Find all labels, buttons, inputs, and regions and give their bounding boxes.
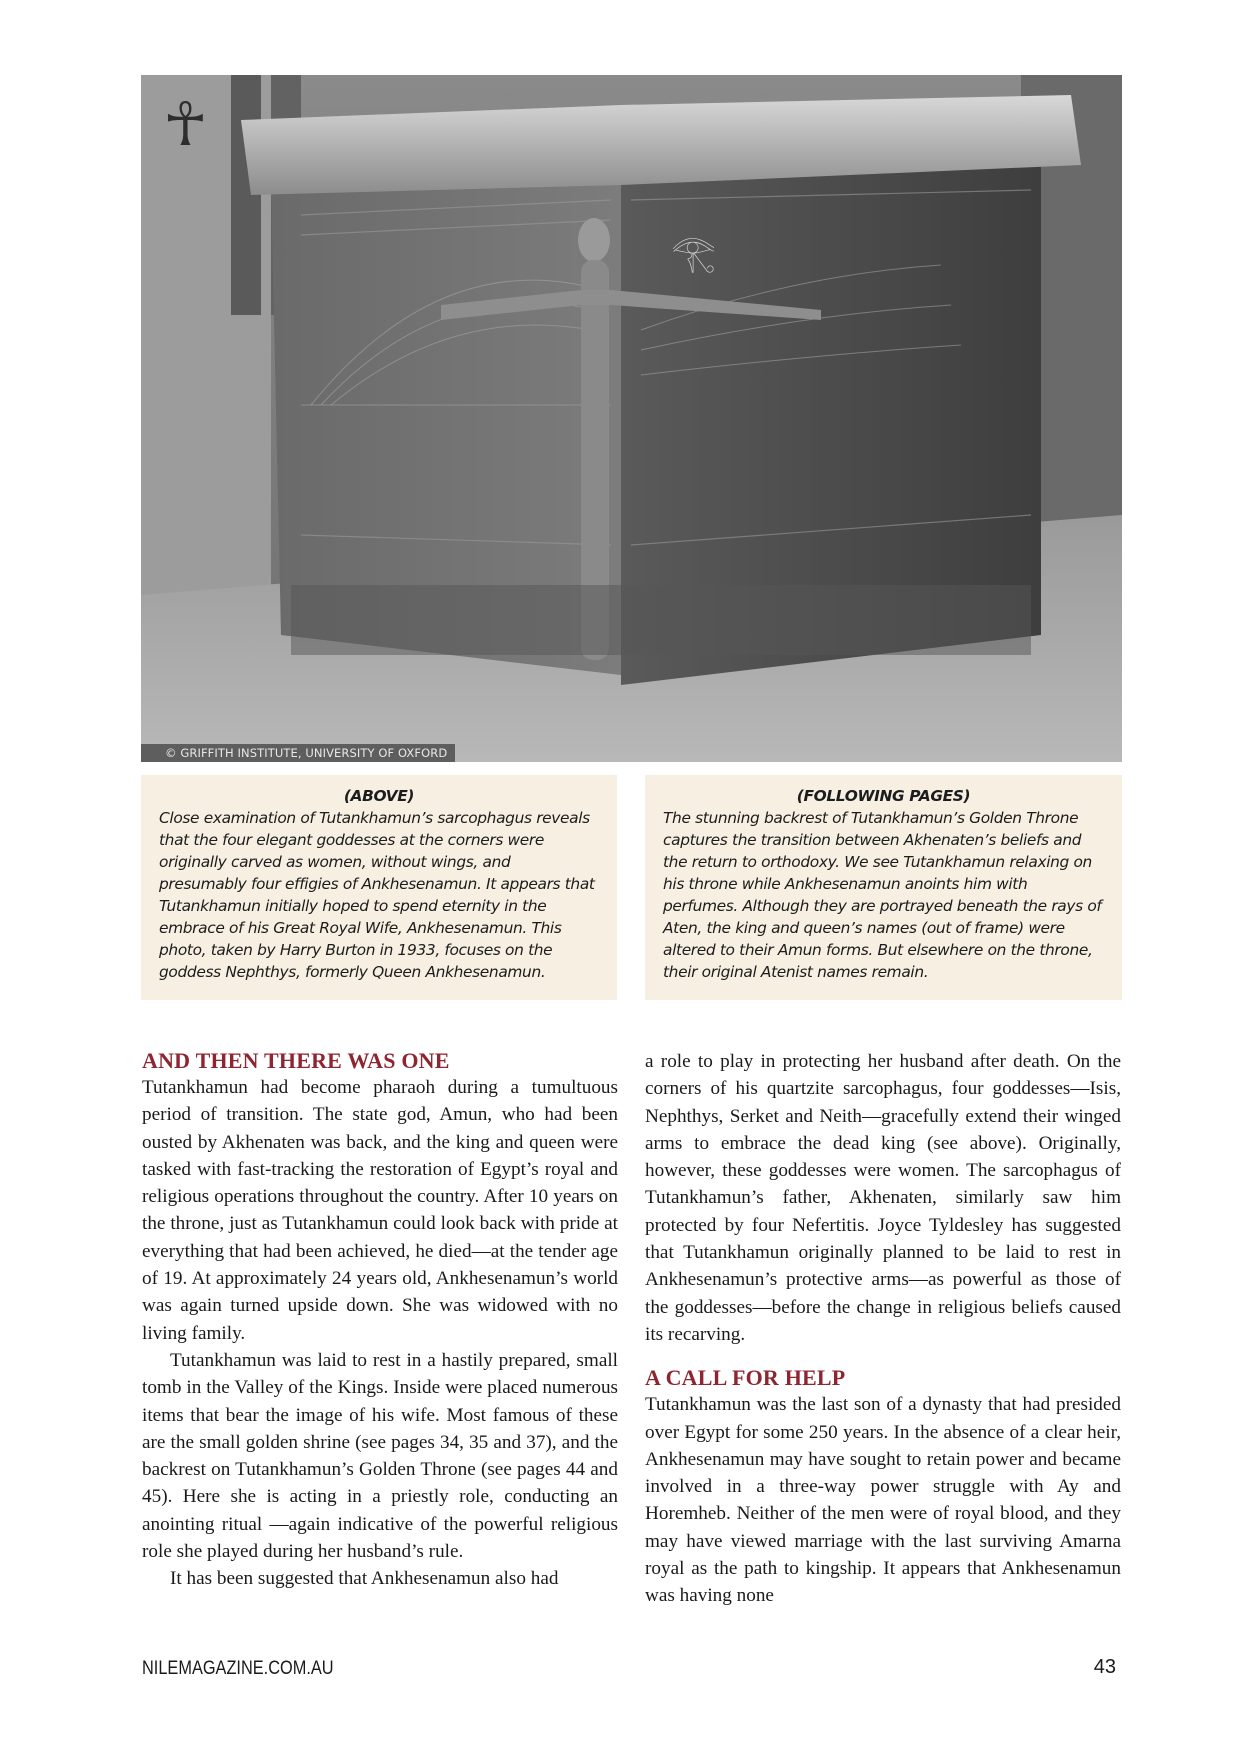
photo-credit: © GRIFFITH INSTITUTE, UNIVERSITY OF OXFORD [141,744,455,762]
body-paragraph: It has been suggested that Ankhesenamun also had [170,1568,559,1590]
body-paragraph: Tutankhamun was the last son of a dynasty that had presided over Egypt for some 250 years. In the absence of a clear heir, Ankhesenamun may have sought to retain power and became involved in a three-way power struggle with Ay and Horemheb. Neither of the men were of royal blood, and they may have viewed marriage with the last surviving Amarna royal as the path to kingship. It appears that Ankhesenamun was having none [645,1394,1121,1607]
body-paragraph: a role to play in protecting her husband after death. On the corners of his quartzite sarcophagus, four goddesses—Isis, Nephthys, Serket and Neith—gracefully extend their winged arms to embrace the dead king (see above). Originally, however, these goddesses were women. The sarcophagus of Tutankhamun’s father, Akhenaten, similarly saw him protected by four Nefertitis. Joyce Tyldesley has suggested that Tutankhamun originally planned to be laid to rest in Ankhesenamun’s protective arms—as powerful as those of the goddesses—before the change in religious beliefs caused its recarving. [645,1051,1121,1345]
svg-text:☥: ☥ [163,90,208,160]
caption-title: (ABOVE) [343,787,415,805]
footer-site-link[interactable]: NILEMAGAZINE.COM.AU [142,1658,334,1679]
body-paragraph: Tutankhamun was laid to rest in a hastily prepared, small tomb in the Valley of the Kings. Inside were placed numerous items that bear the image of his wife. Most famous of these are the small golden shrine (see pages 34, 35 and 37), and the backrest on Tutankhamun’s Golden Throne (see pages 44 and 45). Here she is acting in a priestly role, conducting an anointing ritual —again indicative of the powerful religious role she played during her husband’s rule. [142,1349,618,1563]
caption-title: (FOLLOWING PAGES) [796,787,971,805]
sarcophagus-photo [141,75,1122,762]
caption-text: Close examination of Tutankhamun’s sarcophagus reveals that the four elegant goddesses at the corners were originally carved as women, without wings, and presumably four effigies of Ankhesenamun. It appears that Tutankhamun initially hoped to spend eternity in the embrace of his Great Royal Wife, Ankhesenamun. This photo, taken by Harry Burton in 1933, focuses on the goddess Nephthys, formerly Queen Ankhesenamun. [159,809,595,981]
section-heading: A CALL FOR HELP [645,1365,846,1391]
body-paragraph: Tutankhamun had become pharaoh during a tumultuous period of transition. The state god, Amun, who had been ousted by Akhenaten was back, and the king and queen were tasked with fast-tracking the restoration of Egypt’s royal and religious operations throughout the country. After 10 years on the throne, just as Tutankhamun could look back with pride at everything that had been achieved, he died—at the tender age of 19. At approximately 24 years old, Ankhesenamun’s world was again turned upside down. She was widowed with no living family. [142,1077,618,1344]
article-column-left [142,1048,618,1593]
article-column-right [645,1048,1121,1610]
caption-following-pages [645,775,1122,1000]
sarcophagus-illustration [141,75,1122,762]
caption-text: The stunning backrest of Tutankhamun’s Golden Throne captures the transition between Akhenaten’s beliefs and the return to orthodoxy. We see Tutankhamun relaxing on his throne while Ankhesenamun anoints him with perfumes. Although they are portrayed beneath the rays of Aten, the king and queen’s names (out of frame) were altered to their Amun forms. But elsewhere on the throne, their original Atenist names remain. [663,809,1102,981]
svg-text:𓂀: 𓂀 [671,233,716,274]
section-heading: AND THEN THERE WAS ONE [142,1048,450,1073]
caption-above [141,775,617,1000]
page-number: 43 [1093,1656,1116,1678]
